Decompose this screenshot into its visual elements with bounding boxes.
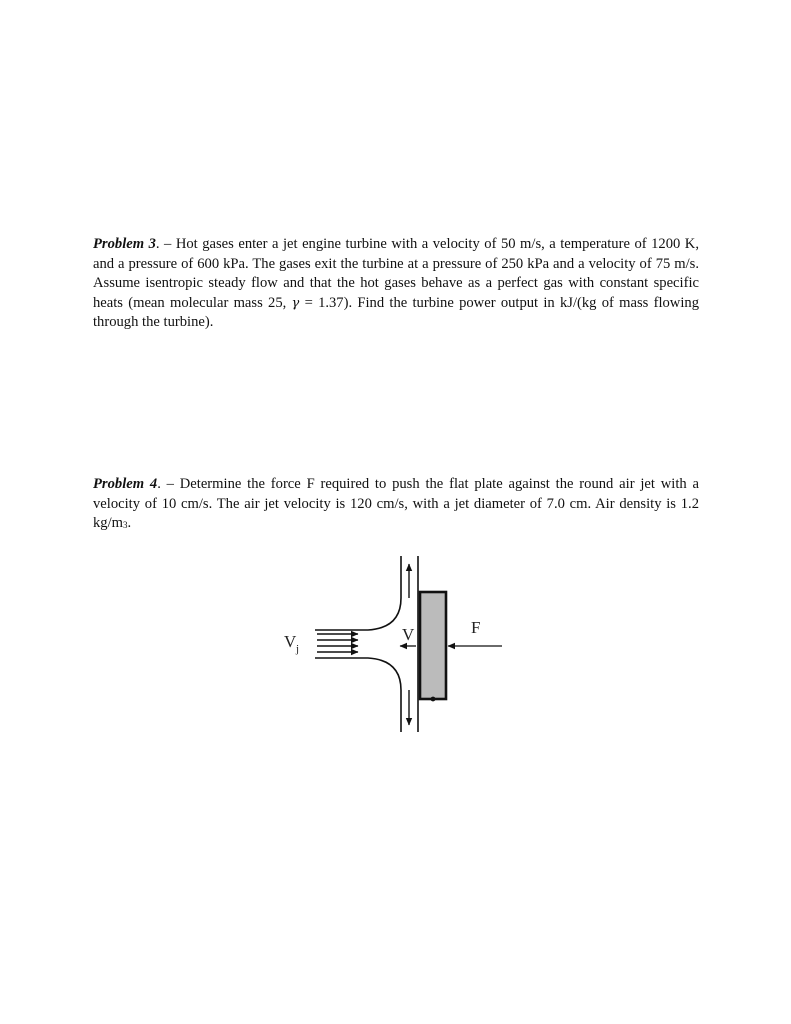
jet-plate-figure — [270, 548, 520, 743]
jet-velocity-label: V — [284, 632, 297, 651]
force-label: F — [471, 618, 481, 637]
flat-plate — [420, 592, 446, 699]
problem-3-paragraph — [93, 235, 699, 333]
cubic-superscript: 3 — [123, 520, 128, 530]
jet-upper-boundary — [315, 556, 401, 630]
gamma-symbol: γ — [291, 295, 300, 311]
problem-4-label: Problem 4 — [93, 476, 158, 492]
jet-plate-diagram — [270, 548, 520, 743]
problem-4-text-b: . — [127, 515, 132, 531]
plate-velocity-label: V — [402, 625, 415, 644]
problem-4-text-a: . – Determine the force F required to push the flat plate against the round air jet with a velocity of 10 cm/s. The air jet velocity is 120 cm/s, with a jet diameter of 7.0 cm. Air density is 1.2 kg/m — [93, 476, 699, 531]
problem-4-paragraph — [93, 475, 699, 536]
jet-lower-boundary — [315, 658, 401, 732]
plate-bottom-dot — [431, 697, 436, 702]
problem-3-text-a: . – Hot gases enter a jet engine turbine with a velocity of 50 m/s, a temperature of 1200 K, and a pressure of 600 kPa. The gases exit the turbine at a pressure of 250 kPa and a velocity of 75 m/s. Assume isentropic steady flow and that the hot gases behave as a perfect gas with constant specific heats (mean molecular mass 25, — [93, 236, 699, 311]
jet-velocity-subscript: j — [296, 643, 300, 655]
problem-3-label: Problem 3 — [93, 236, 156, 252]
problem-3-text-b: = 1.37). Find the turbine power output in kJ/(kg of mass flowing through the turbine). — [93, 294, 699, 330]
